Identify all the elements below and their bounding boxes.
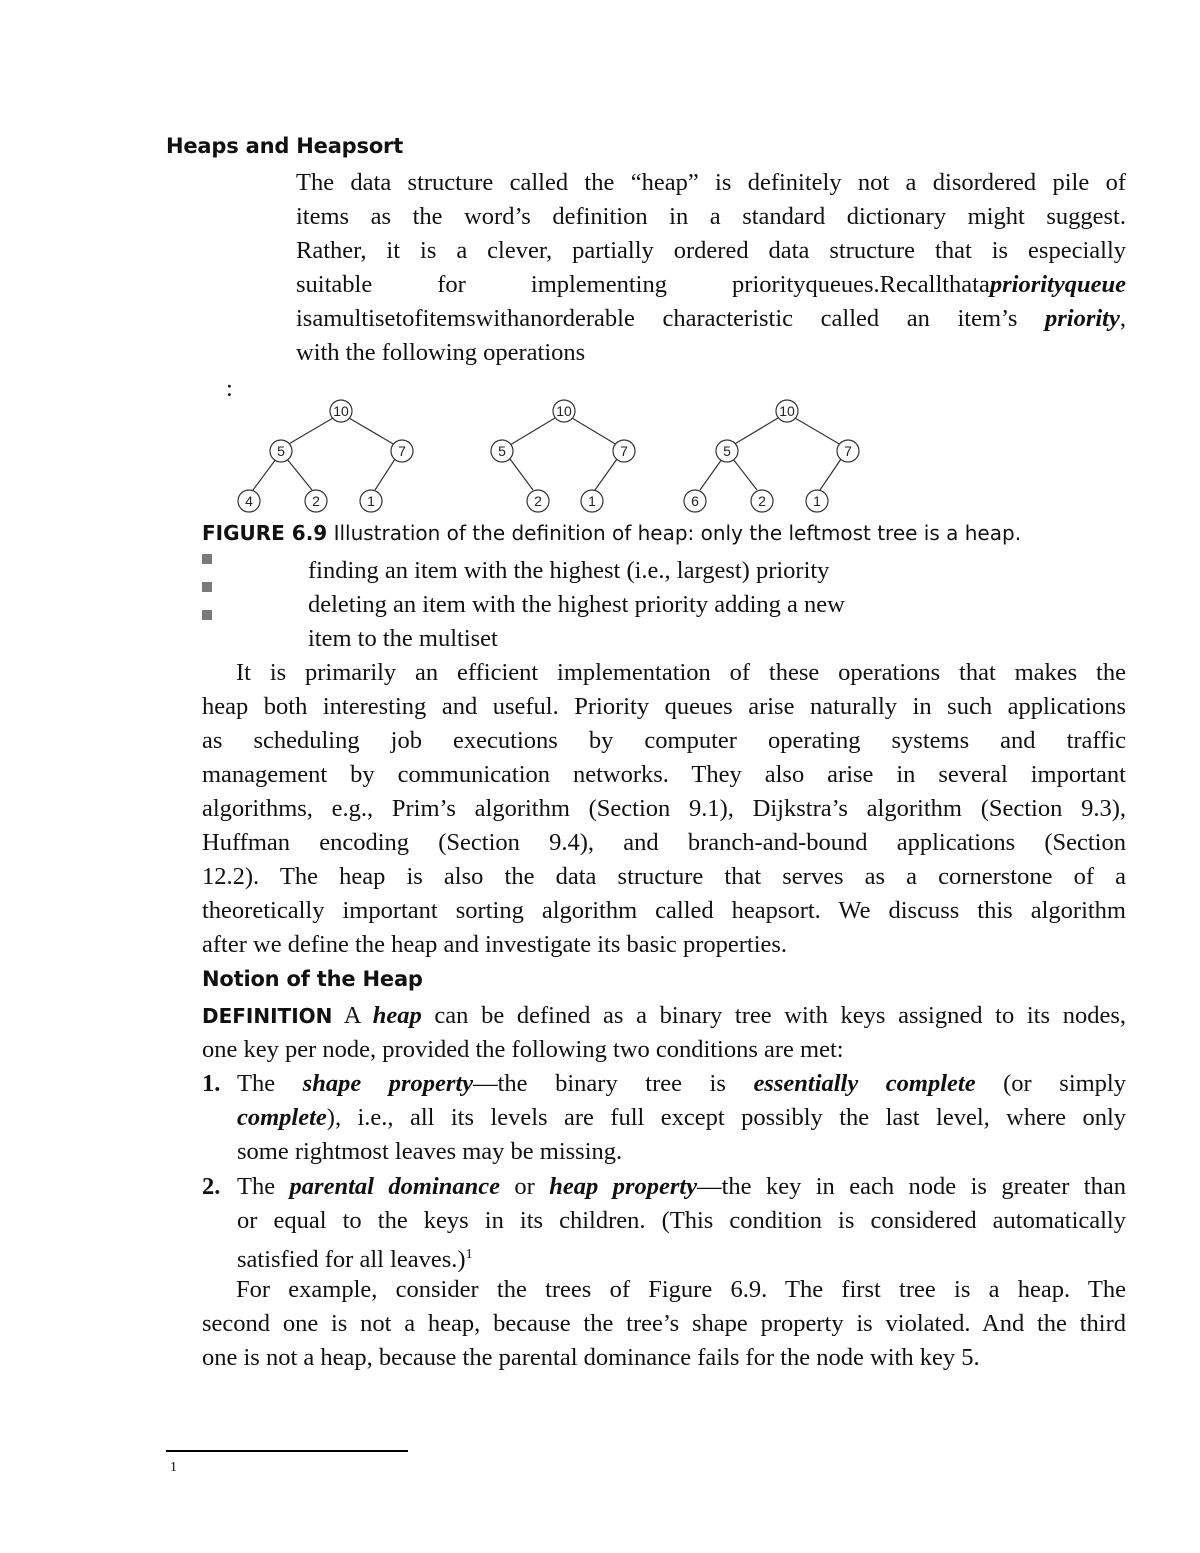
colon-mark: : [226, 375, 233, 402]
tree2-key-lr: 2 [534, 493, 542, 509]
definition-line-1: DEFINITION A heap can be defined as a binary tree with keys assigned to its nodes, [202, 1002, 1126, 1029]
heap-property-term: heap property [549, 1173, 698, 1200]
tree3-key-left: 5 [723, 443, 731, 459]
tree3-key-right: 7 [844, 443, 852, 459]
tree3-key-rl: 1 [813, 493, 821, 509]
tree1-key-left: 5 [277, 443, 285, 459]
condition-2 [237, 1170, 1126, 1277]
paragraph-applications [202, 656, 1126, 962]
tree1-key-rl: 1 [367, 493, 375, 509]
figure-label: FIGURE 6.9 [202, 521, 328, 545]
operation-item: finding an item with the highest (i.e., largest) priority [308, 557, 830, 584]
heap-term: heap [372, 1002, 422, 1029]
para1-line: It is primarily an efficient implementation of these operations that makes the [236, 659, 1126, 686]
paragraph-example [202, 1273, 1126, 1375]
definition-line-2: one key per node, provided the following two conditions are met: [202, 1036, 844, 1063]
intro-word: implementing [530, 271, 667, 298]
intro-line-5: isamultisetofitemswithanorderable characteristic called an item’s priority, [296, 305, 1126, 332]
shape-property-term: shape property [302, 1070, 474, 1097]
cond2-line-1: The parental dominance or heap property—the key in each node is greater than [237, 1173, 1126, 1200]
definition-label: DEFINITION [202, 1004, 333, 1028]
tree3-key-ll: 6 [691, 493, 699, 509]
para1-line: theoretically important sorting algorithm called heapsort. We discuss this algorithm [202, 897, 1126, 924]
footnote-separator [166, 1450, 408, 1452]
definition-block [202, 999, 1126, 1067]
para2-line: second one is not a heap, because the tree’s shape property is violated. And the third [202, 1310, 1126, 1337]
para1-line: heap both interesting and useful. Priority queues arise naturally in such applications [202, 693, 1126, 720]
tree1-key-right: 7 [398, 443, 406, 459]
priority-term: priority [1045, 305, 1120, 332]
tree-edges [253, 418, 841, 490]
page-title: Heaps and Heapsort [166, 134, 404, 158]
tree2-key-rl: 1 [588, 493, 596, 509]
intro-line-4 [296, 268, 1126, 302]
intro-word: for [437, 271, 466, 298]
tree1-key-root: 10 [333, 403, 349, 419]
priority-queue-term: priorityqueue [989, 271, 1126, 298]
condition-1-number: 1. [202, 1070, 221, 1097]
tree1-key-ll: 4 [245, 493, 253, 509]
cond1-line-2: complete), i.e., all its levels are full except possibly the last level, where only [237, 1104, 1126, 1131]
tree3-key-root: 10 [779, 403, 795, 419]
tree2-key-left: 5 [498, 443, 506, 459]
intro-line-1: The data structure called the “heap” is definitely not a disordered pile of [296, 169, 1126, 196]
bullet-square-icon [202, 554, 212, 564]
para1-line: after we define the heap and investigate its basic properties. [202, 931, 788, 958]
figure-caption: FIGURE 6.9 Illustration of the definition of heap: only the leftmost tree is a heap. [202, 521, 1022, 545]
para1-line: Huffman encoding (Section 9.4), and branch-and-bound applications (Section [202, 829, 1126, 856]
para1-line: as scheduling job executions by computer operating systems and traffic [202, 727, 1126, 754]
tree3-key-lr: 2 [758, 493, 766, 509]
condition-2-number: 2. [202, 1173, 221, 1200]
intro-word: suitable [296, 271, 373, 298]
para2-line: For example, consider the trees of Figure 6.9. The first tree is a heap. The [236, 1276, 1126, 1303]
para1-line: algorithms, e.g., Prim’s algorithm (Section 9.1), Dijkstra’s algorithm (Section 9.3), [202, 795, 1126, 822]
para1-line: 12.2). The heap is also the data structure that serves as a cornerstone of a [202, 863, 1126, 890]
tree1-key-lr: 2 [312, 493, 320, 509]
intro-line-3: Rather, it is a clever, partially ordered data structure that is especially [296, 237, 1126, 264]
intro-line-6: with the following operations [296, 339, 586, 366]
bullet-square-icon [202, 610, 212, 620]
tree2-key-root: 10 [556, 403, 572, 419]
para1-line: management by communication networks. They also arise in several important [202, 761, 1126, 788]
operations-list [308, 554, 845, 656]
bullet-square-icon [202, 582, 212, 592]
parental-dominance-term: parental dominance [289, 1173, 500, 1200]
essentially-complete-term: essentially complete [753, 1070, 976, 1097]
intro-paragraph [296, 166, 1126, 370]
cond1-line-1: The shape property—the binary tree is essentially complete (or simply [237, 1070, 1126, 1097]
figure-trees [225, 393, 875, 518]
footnote-ref[interactable]: 1 [465, 1247, 473, 1262]
operation-item: item to the multiset [308, 625, 498, 652]
operation-item: deleting an item with the highest priority adding a new [308, 591, 845, 618]
cond2-line-3: satisfied for all leaves.)$^1$ [237, 1246, 473, 1274]
intro-line-2: items as the word’s definition in a standard dictionary might suggest. [296, 203, 1126, 230]
complete-term: complete [237, 1104, 327, 1131]
footnote-number: 1 [170, 1460, 177, 1475]
condition-1 [237, 1067, 1126, 1169]
section-heading: Notion of the Heap [202, 967, 423, 991]
para2-line: one is not a heap, because the parental dominance fails for the node with key 5. [202, 1344, 980, 1371]
cond2-line-2: or equal to the keys in its children. (This condition is considered automatically [237, 1207, 1126, 1234]
tree2-key-right: 7 [620, 443, 628, 459]
cond1-line-3: some rightmost leaves may be missing. [237, 1138, 623, 1165]
intro-word: priorityqueues.Recallthatapriorityqueue [732, 271, 1126, 298]
